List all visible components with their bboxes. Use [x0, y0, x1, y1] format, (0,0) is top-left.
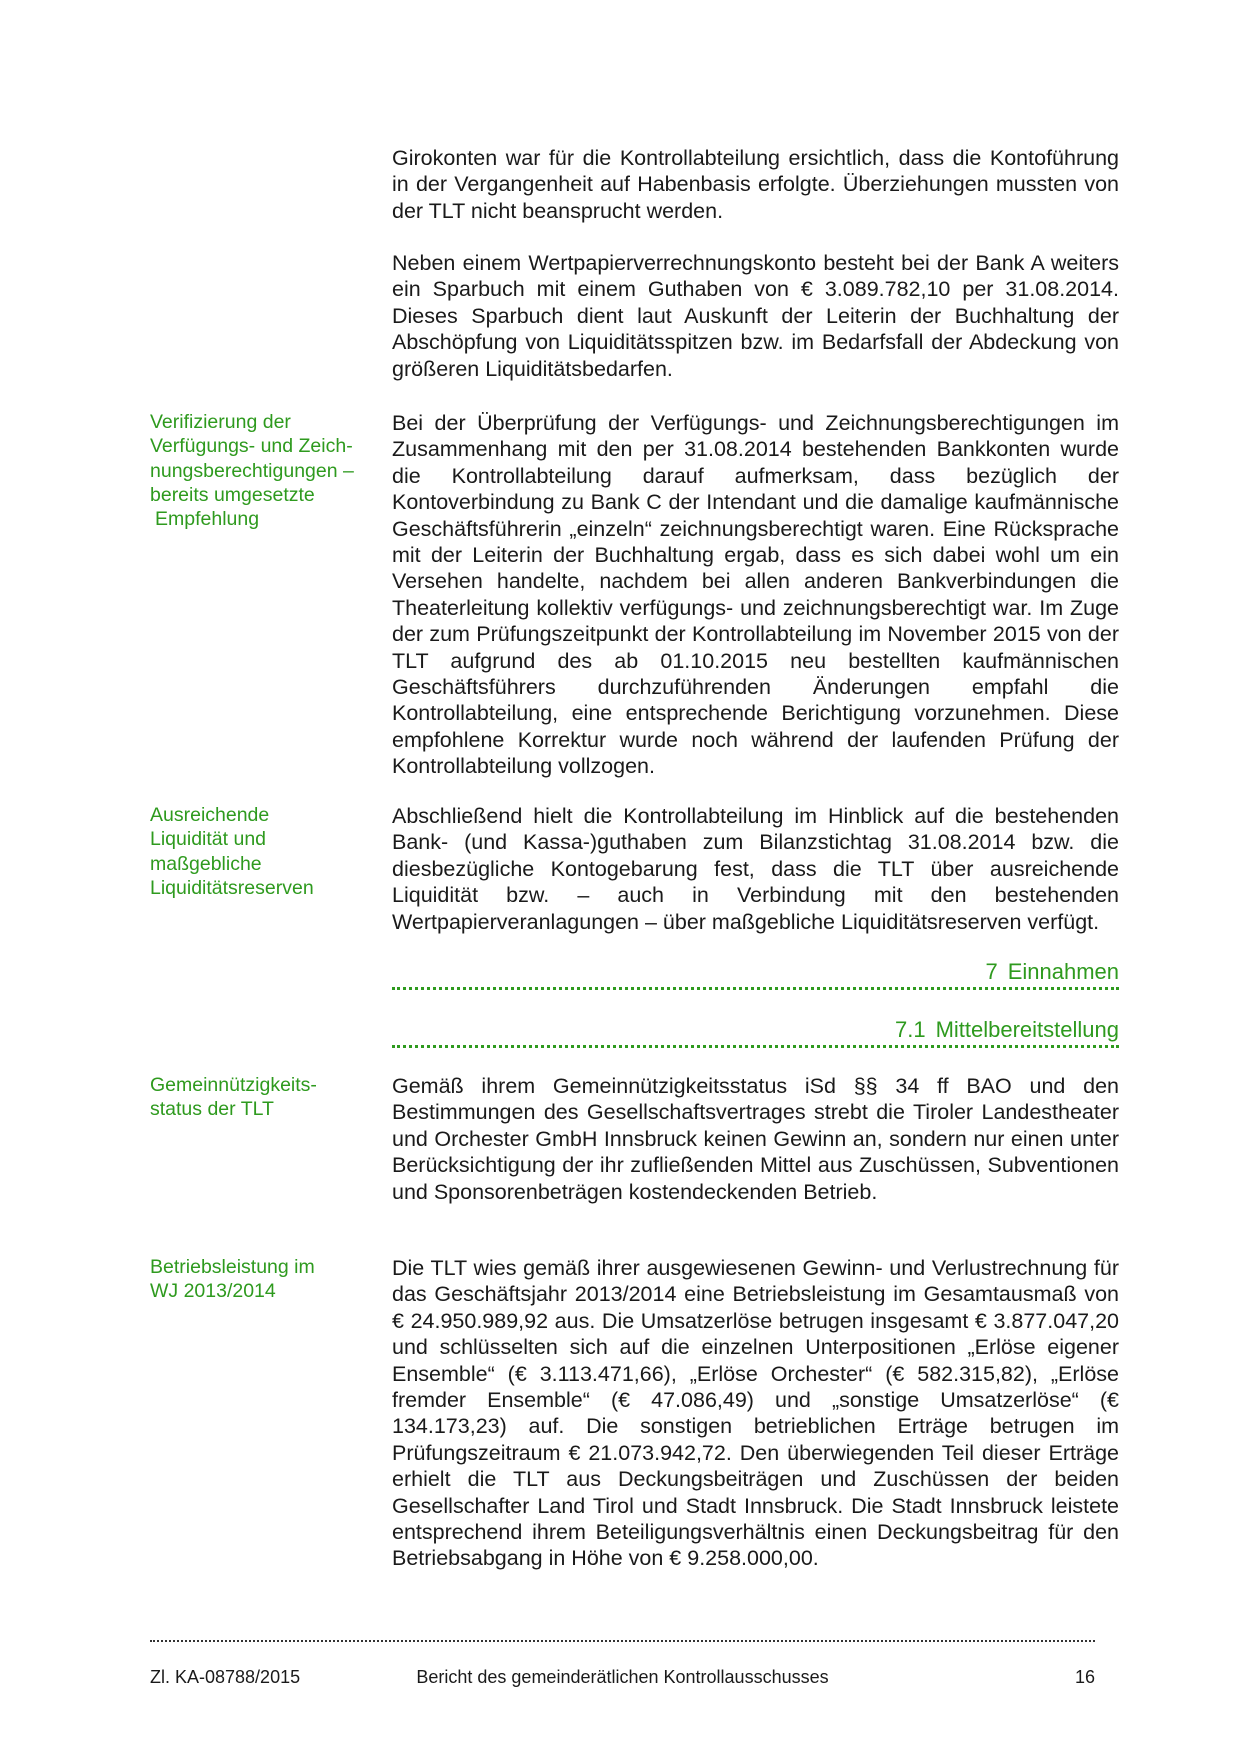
paragraph-zeichnungsberechtigungen: Bei der Überprüfung der Verfügungs- und Zeichnungsberechtigungen im Zusammenhang mit den per 31.08.2014 bestehenden Bankkonten wurde die Kontrollabteilung darauf aufmerksam, dass bezüglich der Kontoverbindung zu Bank C der Intendant und die damalige kaufmännische Geschäftsführerin „einzeln“ zeichnungsberechtigt waren. Eine Rücksprache mit der Leiterin der Buchhaltung ergab, dass es sich dabei wohl um ein Versehen handelte, nachdem bei allen anderen Bankverbindungen die Theaterleitung kollektiv verfügungs- und zeichnungsberechtigt war. Im Zuge der zum Prüfungszeitpunkt der Kontrollabteilung im November 2015 von der TLT aufgrund des ab 01.10.2015 neu bestellten kaufmännischen Geschäftsführers durchzuführenden Änderungen empfahl die Kontrollabteilung, eine entsprechende Berichtigung vorzunehmen. Diese empfohlene Korrektur wurde noch während der laufenden Prüfung der Kontrollabteilung vollzogen. — [392, 411, 1119, 779]
margin-note-line: Liquiditätsreserven — [150, 876, 314, 899]
margin-note-line: Betriebsleistung im — [150, 1256, 315, 1278]
margin-note-line: nungsberechtigungen – — [150, 459, 354, 482]
margin-note-liquiditaet — [150, 803, 380, 900]
margin-note-line: maßgebliche — [150, 852, 262, 875]
margin-note-verifizierung — [150, 410, 380, 531]
section-heading-einnahmen — [392, 959, 1119, 985]
margin-note-line: WJ 2013/2014 — [150, 1280, 276, 1303]
margin-note-betriebsleistung — [150, 1255, 380, 1304]
margin-note-line: Verifizierung der — [150, 411, 291, 433]
paragraph-liquiditaet: Abschließend hielt die Kontrollabteilung im Hinblick auf die bestehenden Bank- (und Kassa-)guthaben zum Bilanzstichtag 31.08.2014 bzw. die diesbezügliche Kontogebarung fest, dass die TLT über ausreichende Liquidität bzw. – auch in Verbindung mit den bestehenden Wertpapierveranlagungen – über maßgebliche Liquiditätsreserven verfügt. — [392, 804, 1119, 934]
paragraph-betriebsleistung: Die TLT wies gemäß ihrer ausgewiesenen Gewinn- und Verlustrechnung für das Geschäftsjahr 2013/2014 eine Betriebsleistung im Gesamtausmaß von € 24.950.989,92 aus. Die Umsatzerlöse betrugen insgesamt € 3.877.047,20 und schlüsselten sich auf die einzelnen Unterpositionen „Erlöse eigener Ensemble“ (€ 3.113.471,66), „Erlöse Orchester“ (€ 582.315,82), „Erlöse fremder Ensemble“ (€ 47.086,49) und „sonstige Umsatzerlöse“ (€ 134.173,23) auf. Die sonstigen betrieblichen Erträge betrugen im Prüfungszeitraum € 21.073.942,72. Den überwiegenden Teil dieser Erträge erhielt die TLT aus Deckungsbeiträgen und Zuschüssen der beiden Gesellschafter Land Tirol und Stadt Innsbruck. Die Stadt Innsbruck leistete entsprechend ihrem Beteiligungsverhältnis einen Deckungsbeitrag für den Betriebsabgang in Höhe von € 9.258.000,00. — [392, 1256, 1119, 1571]
section-heading-mittelbereitstellung — [392, 1017, 1119, 1043]
footer-reference: Zl. KA-08788/2015 — [150, 1667, 301, 1687]
paragraph-gemeinnuetzigkeit: Gemäß ihrem Gemeinnützigkeitsstatus iSd §§ 34 ff BAO und den Bestimmungen des Gesellschaftsvertrages strebt die Tiroler Landestheater und Orchester GmbH Innsbruck keinen Gewinn an, sondern nur einen unter Berücksichtigung der ihr zufließenden Mittel aus Zuschüssen, Subventionen und Sponsorenbeträgen kostendeckenden Betrieb. — [392, 1074, 1119, 1204]
margin-note-line: Ausreichende — [150, 804, 270, 826]
section-number: 7.1 — [894, 1017, 926, 1042]
paragraph-kontofuehrung: Girokonten war für die Kontrollabteilung ersichtlich, dass die Kontoführung in der Vergangenheit auf Habenbasis erfolgte. Überziehungen mussten von der TLT nicht beansprucht werden. — [392, 146, 1119, 223]
margin-note-line: bereits umgesetzte — [150, 483, 315, 506]
margin-note-line: Gemeinnützigkeits- — [150, 1074, 317, 1096]
margin-note-line: Verfügungs- und Zeich- — [150, 435, 353, 458]
margin-note-line: Empfehlung — [155, 508, 260, 531]
section-title: Einnahmen — [1007, 959, 1119, 984]
paragraph-sparbuch: Neben einem Wertpapierverrechnungskonto besteht bei der Bank A weiters ein Sparbuch mit einem Guthaben von € 3.089.782,10 per 31.08.2014. Dieses Sparbuch dient laut Auskunft der Leiterin der Buchhaltung der Abschöpfung von Liquiditätsspitzen bzw. im Bedarfsfall der Abdeckung von größeren Liquiditätsbedarfen. — [392, 251, 1119, 381]
footer-title: Bericht des gemeinderätlichen Kontrollausschusses — [416, 1667, 829, 1687]
footer-divider — [150, 1640, 1095, 1642]
margin-note-line: Liquidität und — [150, 828, 267, 851]
section-title: Mittelbereitstellung — [935, 1017, 1119, 1042]
page-number: 16 — [1074, 1667, 1095, 1687]
margin-note-gemeinnuetzigkeit — [150, 1073, 380, 1122]
margin-note-line: status der TLT — [150, 1098, 274, 1121]
section-number: 7 — [985, 959, 998, 984]
heading-divider — [392, 1045, 1119, 1048]
heading-divider — [392, 987, 1119, 990]
